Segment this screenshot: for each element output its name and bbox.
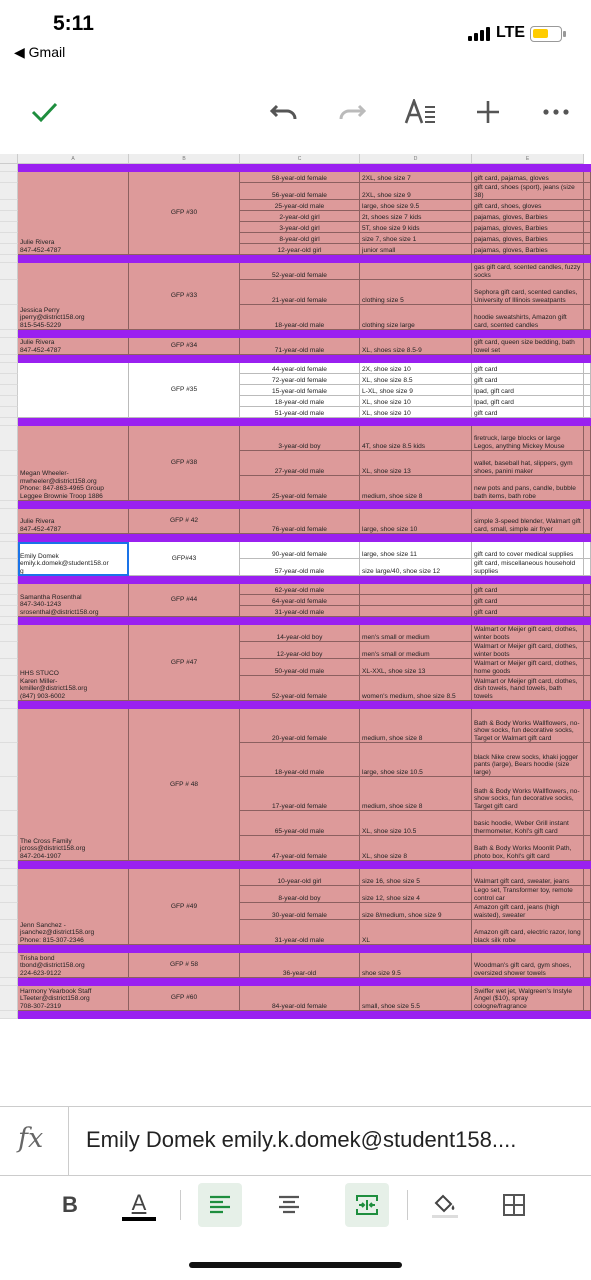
- empty-cell[interactable]: [584, 886, 591, 903]
- empty-cell[interactable]: [584, 559, 591, 576]
- group-separator-row: [18, 418, 591, 426]
- format-separator: [180, 1190, 181, 1220]
- status-bar: [0, 0, 591, 70]
- gfp-number-cell[interactable]: GFP # 48: [129, 709, 240, 861]
- wishlist-cell[interactable]: gift card, miscellaneous household supplies: [472, 559, 584, 576]
- row-header[interactable]: [0, 330, 18, 338]
- text-color-label: A: [131, 1189, 147, 1215]
- empty-cell[interactable]: [584, 200, 591, 211]
- size-cell[interactable]: size 12, shoe size 4: [360, 886, 472, 903]
- size-cell[interactable]: [360, 606, 472, 617]
- row-header[interactable]: [0, 953, 18, 978]
- size-cell[interactable]: XL, shoe size 13: [360, 451, 472, 476]
- size-cell[interactable]: 2t, shoes size 7 kids: [360, 211, 472, 222]
- empty-cell[interactable]: [584, 374, 591, 385]
- recipient-cell[interactable]: 12-year-old boy: [240, 642, 360, 659]
- recipient-cell[interactable]: 44-year-old female: [240, 363, 360, 374]
- row-header[interactable]: [0, 642, 18, 659]
- empty-cell[interactable]: [584, 396, 591, 407]
- row-header[interactable]: [0, 211, 18, 222]
- row-header[interactable]: [0, 886, 18, 903]
- size-cell[interactable]: large, shoe size 10: [360, 509, 472, 534]
- empty-cell[interactable]: [584, 869, 591, 886]
- wishlist-cell[interactable]: Sephora gift card, scented candles, University of Illinois sweatpants: [472, 280, 584, 305]
- empty-cell[interactable]: [584, 426, 591, 451]
- wishlist-cell[interactable]: Ipad, gift card: [472, 385, 584, 396]
- group-separator-row: [18, 701, 591, 709]
- wishlist-cell[interactable]: Walmart or Meijer gift card, clothes, home goods: [472, 659, 584, 676]
- row-header[interactable]: [0, 869, 18, 886]
- recipient-cell[interactable]: 14-year-old boy: [240, 625, 360, 642]
- fx-icon: fx: [18, 1123, 44, 1154]
- empty-cell[interactable]: [584, 363, 591, 374]
- empty-cell[interactable]: [584, 509, 591, 534]
- contact-cell[interactable]: Harmony Yearbook Staff LTeeter@district158.org 708-307-2319: [18, 986, 129, 1011]
- size-cell[interactable]: XL, shoe size 10.5: [360, 811, 472, 836]
- wishlist-cell[interactable]: gift card, shoes (sport), jeans (size 38): [472, 183, 584, 200]
- column-header[interactable]: C: [240, 154, 360, 164]
- row-header[interactable]: [0, 978, 18, 986]
- wishlist-cell[interactable]: gift card: [472, 374, 584, 385]
- size-cell[interactable]: men's small or medium: [360, 625, 472, 642]
- contact-cell[interactable]: Emily Domek emily.k.domek@student158.or g: [18, 542, 129, 576]
- wishlist-cell[interactable]: firetruck, large blocks or large Legos, anything Mickey Mouse: [472, 426, 584, 451]
- recipient-cell[interactable]: 8-year-old boy: [240, 886, 360, 903]
- recipient-cell[interactable]: 17-year-old female: [240, 777, 360, 811]
- contact-cell[interactable]: Julie Rivera 847-452-4787: [18, 509, 129, 534]
- wishlist-cell[interactable]: gift card: [472, 363, 584, 374]
- wishlist-cell[interactable]: Walmart or Meijer gift card, clothes, dish towels, hand towels, bath towels: [472, 676, 584, 701]
- row-header[interactable]: [0, 280, 18, 305]
- borders-icon[interactable]: [492, 1183, 536, 1227]
- empty-cell[interactable]: [584, 709, 591, 743]
- row-header[interactable]: [0, 617, 18, 625]
- empty-cell[interactable]: [584, 542, 591, 559]
- top-toolbar: [0, 86, 591, 138]
- wishlist-cell[interactable]: gift card: [472, 407, 584, 418]
- gfp-number-cell[interactable]: GFP #30: [129, 172, 240, 255]
- format-separator: [407, 1190, 408, 1220]
- empty-cell[interactable]: [584, 836, 591, 861]
- row-header[interactable]: [0, 338, 18, 355]
- empty-cell[interactable]: [584, 659, 591, 676]
- group-separator-row: [18, 501, 591, 509]
- contact-cell[interactable]: HHS STUCO Karen Miller- kmiller@district158.org (847) 903-6002: [18, 625, 129, 701]
- empty-cell[interactable]: [584, 642, 591, 659]
- size-cell[interactable]: clothing size 5: [360, 280, 472, 305]
- size-cell[interactable]: shoe size 9.5: [360, 953, 472, 978]
- recipient-cell[interactable]: 58-year-old female: [240, 172, 360, 183]
- contact-cell[interactable]: Samantha Rosenthal 847-340-1243 srosenthal@district158.org: [18, 584, 129, 617]
- empty-cell[interactable]: [584, 263, 591, 280]
- empty-cell[interactable]: [584, 183, 591, 200]
- wishlist-cell[interactable]: Lego set, Transformer toy, remote control car: [472, 886, 584, 903]
- row-header[interactable]: [0, 811, 18, 836]
- recipient-cell[interactable]: 62-year-old male: [240, 584, 360, 595]
- empty-cell[interactable]: [584, 305, 591, 330]
- row-header[interactable]: [0, 183, 18, 200]
- empty-cell[interactable]: [584, 625, 591, 642]
- back-to-gmail-link[interactable]: ◀ Gmail: [14, 44, 66, 60]
- size-cell[interactable]: size 7, shoe size 1: [360, 233, 472, 244]
- row-header[interactable]: [0, 363, 18, 374]
- empty-cell[interactable]: [584, 407, 591, 418]
- row-header[interactable]: [0, 606, 18, 617]
- recipient-cell[interactable]: 84-year-old female: [240, 986, 360, 1011]
- row-header[interactable]: [0, 1011, 18, 1019]
- undo-icon[interactable]: [262, 86, 306, 138]
- row-header[interactable]: [0, 659, 18, 676]
- group-separator-row: [18, 255, 591, 263]
- empty-cell[interactable]: [584, 476, 591, 501]
- wishlist-cell[interactable]: simple 3-speed blender, Walmart gift card, small, simple air fryer: [472, 509, 584, 534]
- row-header[interactable]: [0, 584, 18, 595]
- gfp-number-cell[interactable]: GFP # 58: [129, 953, 240, 978]
- empty-cell[interactable]: [584, 280, 591, 305]
- home-indicator: [189, 1262, 402, 1268]
- recipient-cell[interactable]: 90-year-old female: [240, 542, 360, 559]
- row-header[interactable]: [0, 903, 18, 920]
- recipient-cell[interactable]: 25-year-old female: [240, 476, 360, 501]
- gfp-number-cell[interactable]: GFP#43: [129, 542, 240, 576]
- wishlist-cell[interactable]: gift card, shoes, gloves: [472, 200, 584, 211]
- recipient-cell[interactable]: 3-year-old boy: [240, 426, 360, 451]
- empty-cell[interactable]: [584, 595, 591, 606]
- recipient-cell[interactable]: 65-year-old male: [240, 811, 360, 836]
- empty-cell[interactable]: [584, 811, 591, 836]
- clock: 5:11: [53, 12, 94, 35]
- recipient-cell[interactable]: 47-year-old female: [240, 836, 360, 861]
- contact-cell[interactable]: Julie Rivera 847-452-4787: [18, 338, 129, 355]
- wishlist-cell[interactable]: Walmart gift card, sweater, jeans: [472, 869, 584, 886]
- recipient-cell[interactable]: 72-year-old female: [240, 374, 360, 385]
- row-header[interactable]: [0, 244, 18, 255]
- empty-cell[interactable]: [584, 777, 591, 811]
- size-cell[interactable]: medium, shoe size 8: [360, 777, 472, 811]
- column-header[interactable]: A: [18, 154, 129, 164]
- check-icon[interactable]: [24, 86, 64, 138]
- size-cell[interactable]: XL, shoes size 8.5-9: [360, 338, 472, 355]
- recipient-cell[interactable]: 2-year-old girl: [240, 211, 360, 222]
- group-separator-row: [18, 945, 591, 953]
- column-header[interactable]: E: [472, 154, 584, 164]
- wishlist-cell[interactable]: pajamas, gloves, Barbies: [472, 222, 584, 233]
- size-cell[interactable]: junior small: [360, 244, 472, 255]
- recipient-cell[interactable]: 31-year-old male: [240, 920, 360, 945]
- size-cell[interactable]: L-XL, shoe size 9: [360, 385, 472, 396]
- empty-cell[interactable]: [584, 986, 591, 1011]
- more-icon[interactable]: [534, 86, 578, 138]
- contact-cell[interactable]: Jenn Sanchez - jsanchez@district158.org Phone: 815-307-2346: [18, 869, 129, 945]
- wishlist-cell[interactable]: Walmart or Meijer gift card, clothes, winter boots: [472, 642, 584, 659]
- contact-cell[interactable]: Megan Wheeler- mwheeler@district158.org Phone: 847-863-4965 Group Leggee Brownie Troop 1886: [18, 426, 129, 501]
- row-header[interactable]: [0, 172, 18, 183]
- row-header[interactable]: [0, 559, 18, 576]
- size-cell[interactable]: 2X, shoe size 10: [360, 363, 472, 374]
- group-separator-row: [18, 576, 591, 584]
- empty-cell[interactable]: [584, 233, 591, 244]
- recipient-cell[interactable]: 36-year-old: [240, 953, 360, 978]
- recipient-cell[interactable]: 3-year-old girl: [240, 222, 360, 233]
- wishlist-cell[interactable]: Walmart or Meijer gift card, clothes, winter boots: [472, 625, 584, 642]
- row-header[interactable]: [0, 255, 18, 263]
- recipient-cell[interactable]: 52-year-old female: [240, 676, 360, 701]
- network-type: LTE: [496, 24, 526, 41]
- row-header[interactable]: [0, 451, 18, 476]
- size-cell[interactable]: clothing size large: [360, 305, 472, 330]
- size-cell[interactable]: XL-XXL, shoe size 13: [360, 659, 472, 676]
- contact-cell[interactable]: Jessica Perry jperry@district158.org 815-545-5229: [18, 263, 129, 330]
- size-cell[interactable]: XL, shoe size 10: [360, 396, 472, 407]
- row-header[interactable]: [0, 374, 18, 385]
- size-cell[interactable]: large, shoe size 9.5: [360, 200, 472, 211]
- empty-cell[interactable]: [584, 584, 591, 595]
- size-cell[interactable]: 2XL, shoe size 7: [360, 172, 472, 183]
- group-separator-row: [18, 330, 591, 338]
- column-header[interactable]: D: [360, 154, 472, 164]
- wishlist-cell[interactable]: Bath & Body Works Moonlit Path, photo box, Kohl's gift card: [472, 836, 584, 861]
- gfp-number-cell[interactable]: GFP # 42: [129, 509, 240, 534]
- size-cell[interactable]: size 16, shoe size 5: [360, 869, 472, 886]
- align-left-icon[interactable]: [198, 1183, 242, 1227]
- size-cell[interactable]: size 8/medium, shoe size 9: [360, 903, 472, 920]
- size-cell[interactable]: large, shoe size 11: [360, 542, 472, 559]
- format-toolbar: [0, 1176, 591, 1236]
- row-header[interactable]: [0, 595, 18, 606]
- wishlist-cell[interactable]: gas gift card, scented candles, fuzzy socks: [472, 263, 584, 280]
- size-cell[interactable]: 4T, shoe size 8.5 kids: [360, 426, 472, 451]
- row-header[interactable]: [0, 945, 18, 953]
- recipient-cell[interactable]: 52-year-old female: [240, 263, 360, 280]
- wishlist-cell[interactable]: gift card: [472, 606, 584, 617]
- wishlist-cell[interactable]: gift card: [472, 584, 584, 595]
- empty-cell[interactable]: [584, 244, 591, 255]
- row-header[interactable]: [0, 986, 18, 1011]
- row-header[interactable]: [0, 861, 18, 869]
- size-cell[interactable]: [360, 595, 472, 606]
- empty-cell[interactable]: [584, 606, 591, 617]
- formula-bar[interactable]: [0, 1106, 591, 1176]
- recipient-cell[interactable]: 18-year-old male: [240, 396, 360, 407]
- gfp-number-cell[interactable]: GFP #33: [129, 263, 240, 330]
- wishlist-cell[interactable]: wallet, baseball hat, slippers, gym shoes, panini maker: [472, 451, 584, 476]
- signal-icon: [468, 27, 490, 41]
- recipient-cell[interactable]: 30-year-old female: [240, 903, 360, 920]
- gfp-number-cell[interactable]: GFP #60: [129, 986, 240, 1011]
- wishlist-cell[interactable]: Swiffer wet jet, Walgreen's Instyle Angel ($10), spray cologne/fragrance: [472, 986, 584, 1011]
- formula-divider: [68, 1107, 69, 1175]
- gfp-number-cell[interactable]: GFP #35: [129, 363, 240, 418]
- row-header[interactable]: [0, 426, 18, 451]
- group-separator-row: [18, 861, 591, 869]
- column-header[interactable]: B: [129, 154, 240, 164]
- gfp-number-cell[interactable]: GFP #38: [129, 426, 240, 501]
- group-separator-row: [18, 617, 591, 625]
- row-header[interactable]: [0, 501, 18, 509]
- recipient-cell[interactable]: 21-year-old female: [240, 280, 360, 305]
- merge-cells-icon[interactable]: [345, 1183, 389, 1227]
- row-header[interactable]: [0, 222, 18, 233]
- text-color-button[interactable]: [117, 1183, 161, 1227]
- row-header[interactable]: [0, 701, 18, 709]
- spreadsheet-grid[interactable]: [0, 154, 591, 1104]
- recipient-cell[interactable]: 8-year-old girl: [240, 233, 360, 244]
- recipient-cell[interactable]: 18-year-old male: [240, 743, 360, 777]
- size-cell[interactable]: XL, shoe size 10: [360, 407, 472, 418]
- wishlist-cell[interactable]: gift card: [472, 595, 584, 606]
- row-header[interactable]: [0, 476, 18, 501]
- group-separator-row: [18, 978, 591, 986]
- gfp-number-cell[interactable]: GFP #47: [129, 625, 240, 701]
- size-cell[interactable]: 2XL, shoe size 9: [360, 183, 472, 200]
- size-cell[interactable]: XL, shoe size 8.5: [360, 374, 472, 385]
- text-format-icon[interactable]: [398, 86, 442, 138]
- wishlist-cell[interactable]: gift card, pajamas, gloves: [472, 172, 584, 183]
- wishlist-cell[interactable]: black Nike crew socks, khaki jogger pants (large), Bears hoodie (size large): [472, 743, 584, 777]
- empty-cell[interactable]: [584, 211, 591, 222]
- size-cell[interactable]: XL: [360, 920, 472, 945]
- row-header[interactable]: [0, 355, 18, 363]
- wishlist-cell[interactable]: pajamas, gloves, Barbies: [472, 233, 584, 244]
- gfp-number-cell[interactable]: GFP #34: [129, 338, 240, 355]
- empty-cell[interactable]: [584, 743, 591, 777]
- size-cell[interactable]: medium, shoe size 8: [360, 476, 472, 501]
- recipient-cell[interactable]: 56-year-old female: [240, 183, 360, 200]
- row-header[interactable]: [0, 709, 18, 743]
- row-header[interactable]: [0, 418, 18, 426]
- row-header[interactable]: [0, 200, 18, 211]
- recipient-cell[interactable]: 64-year-old female: [240, 595, 360, 606]
- recipient-cell[interactable]: 20-year-old female: [240, 709, 360, 743]
- group-separator-row: [18, 534, 591, 542]
- recipient-cell[interactable]: 50-year-old male: [240, 659, 360, 676]
- recipient-cell[interactable]: 10-year-old girl: [240, 869, 360, 886]
- row-header[interactable]: [0, 743, 18, 777]
- recipient-cell[interactable]: 15-year-old female: [240, 385, 360, 396]
- row-header[interactable]: [0, 534, 18, 542]
- contact-cell[interactable]: [18, 363, 129, 418]
- wishlist-cell[interactable]: Bath & Body Works Wallflowers, no-show socks, fun decorative socks, Target or Walmart gift card: [472, 709, 584, 743]
- gfp-number-cell[interactable]: GFP #49: [129, 869, 240, 945]
- row-header[interactable]: [0, 542, 18, 559]
- size-cell[interactable]: XL, shoe size 8: [360, 836, 472, 861]
- recipient-cell[interactable]: 71-year-old male: [240, 338, 360, 355]
- recipient-cell[interactable]: 12-year-old girl: [240, 244, 360, 255]
- fill-color-icon[interactable]: [423, 1183, 467, 1227]
- empty-cell[interactable]: [584, 920, 591, 945]
- group-separator-row: [18, 355, 591, 363]
- wishlist-cell[interactable]: Ipad, gift card: [472, 396, 584, 407]
- empty-cell[interactable]: [584, 903, 591, 920]
- wishlist-cell[interactable]: Amazon gift card, electric razor, long black silk robe: [472, 920, 584, 945]
- recipient-cell[interactable]: 18-year-old male: [240, 305, 360, 330]
- empty-cell[interactable]: [584, 953, 591, 978]
- row-header[interactable]: [0, 396, 18, 407]
- wishlist-cell[interactable]: Amazon gift card, jeans (high waisted), sweater: [472, 903, 584, 920]
- wishlist-cell[interactable]: gift card to cover medical supplies: [472, 542, 584, 559]
- recipient-cell[interactable]: 51-year-old male: [240, 407, 360, 418]
- plus-icon[interactable]: [466, 86, 510, 138]
- wishlist-cell[interactable]: Bath & Body Works Wallflowers, no-show socks, fun decorative socks, Target gift card: [472, 777, 584, 811]
- contact-cell[interactable]: Trisha bond tbond@district158.org 224-623-9122: [18, 953, 129, 978]
- wishlist-cell[interactable]: basic hoodie, Weber Grill instant thermometer, Kohl's gift card: [472, 811, 584, 836]
- redo-icon[interactable]: [330, 86, 374, 138]
- contact-cell[interactable]: The Cross Family jcross@district158.org 847-204-1907: [18, 709, 129, 861]
- row-header[interactable]: [0, 509, 18, 534]
- wishlist-cell[interactable]: pajamas, gloves, Barbies: [472, 211, 584, 222]
- gfp-number-cell[interactable]: GFP #44: [129, 584, 240, 617]
- size-cell[interactable]: men's small or medium: [360, 642, 472, 659]
- formula-input[interactable]: Emily Domek emily.k.domek@student158....: [86, 1127, 517, 1152]
- size-cell[interactable]: [360, 584, 472, 595]
- align-center-icon[interactable]: [267, 1183, 311, 1227]
- empty-cell[interactable]: [584, 451, 591, 476]
- empty-cell[interactable]: [584, 385, 591, 396]
- wishlist-cell[interactable]: gift card, queen size bedding, bath towel set: [472, 338, 584, 355]
- recipient-cell[interactable]: 25-year-old male: [240, 200, 360, 211]
- row-header[interactable]: [0, 777, 18, 811]
- recipient-cell[interactable]: 27-year-old male: [240, 451, 360, 476]
- empty-cell[interactable]: [584, 222, 591, 233]
- row-header[interactable]: [0, 836, 18, 861]
- corner-cell[interactable]: [0, 154, 18, 164]
- battery-icon: [530, 26, 562, 42]
- size-cell[interactable]: 5T, shoe size 9 kids: [360, 222, 472, 233]
- empty-cell[interactable]: [584, 338, 591, 355]
- size-cell[interactable]: size large/40, shoe size 12: [360, 559, 472, 576]
- empty-cell[interactable]: [584, 172, 591, 183]
- wishlist-cell[interactable]: hoodie sweatshirts, Amazon gift card, scented candles: [472, 305, 584, 330]
- recipient-cell[interactable]: 31-year-old male: [240, 606, 360, 617]
- recipient-cell[interactable]: 57-year-old male: [240, 559, 360, 576]
- row-header[interactable]: [0, 625, 18, 642]
- wishlist-cell[interactable]: pajamas, gloves, Barbies: [472, 244, 584, 255]
- contact-cell[interactable]: Julie Rivera 847-452-4787: [18, 172, 129, 255]
- size-cell[interactable]: small, shoe size 5.5: [360, 986, 472, 1011]
- row-header[interactable]: [0, 676, 18, 701]
- group-separator-row: [18, 1011, 591, 1019]
- bold-button[interactable]: B: [62, 1192, 78, 1217]
- empty-cell[interactable]: [584, 676, 591, 701]
- row-header[interactable]: [0, 407, 18, 418]
- row-header[interactable]: [0, 305, 18, 330]
- row-header[interactable]: [0, 385, 18, 396]
- recipient-cell[interactable]: 76-year-old female: [240, 509, 360, 534]
- size-cell[interactable]: medium, shoe size 8: [360, 709, 472, 743]
- row-header[interactable]: [0, 233, 18, 244]
- size-cell[interactable]: [360, 263, 472, 280]
- row-header[interactable]: [0, 920, 18, 945]
- group-separator-row: [18, 164, 591, 172]
- row-header[interactable]: [0, 263, 18, 280]
- size-cell[interactable]: women's medium, shoe size 8.5: [360, 676, 472, 701]
- row-header[interactable]: [0, 164, 18, 172]
- size-cell[interactable]: large, shoe size 10.5: [360, 743, 472, 777]
- row-header[interactable]: [0, 576, 18, 584]
- wishlist-cell[interactable]: new pots and pans, candle, bubble bath items, bath robe: [472, 476, 584, 501]
- wishlist-cell[interactable]: Woodman's gift card, gym shoes, oversized shower towels: [472, 953, 584, 978]
